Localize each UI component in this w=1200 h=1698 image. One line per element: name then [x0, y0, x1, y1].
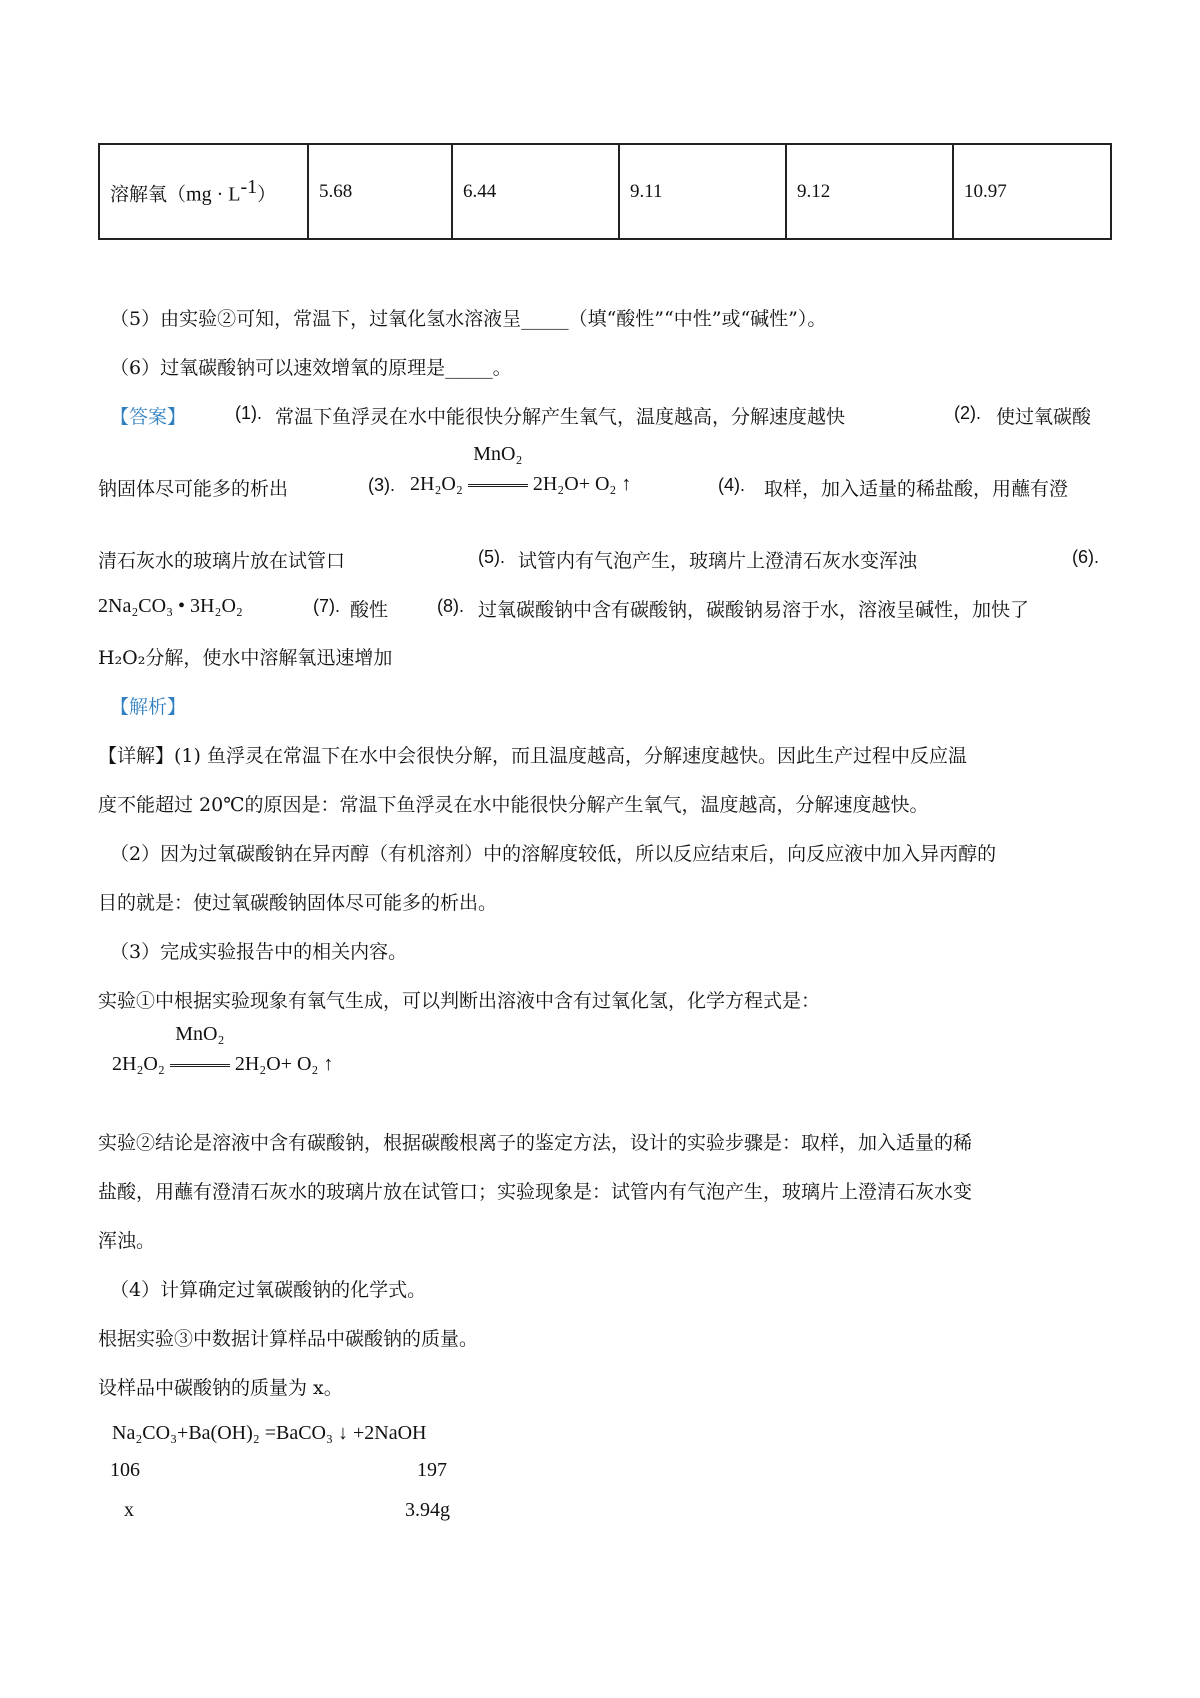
answer-5-num: (5).	[478, 547, 505, 567]
label-sup: -1	[240, 176, 258, 199]
table-cell: 9.11	[619, 144, 786, 239]
answer-4-num: (4).	[718, 475, 745, 495]
table-cell: 9.12	[786, 144, 953, 239]
label-text: 溶解氧（	[110, 183, 187, 206]
answer-tag: 【答案】	[110, 406, 187, 428]
eq-catalyst: MnO₂	[473, 443, 523, 465]
answer-2-start: 使过氧碳酸	[996, 406, 1092, 428]
detail-p1a: 【详解】(1) 鱼浮灵在常温下在水中会很快分解，而且温度越高，分解速度越快。因此生产过程中反应温	[98, 745, 967, 767]
answer-7: 酸性	[350, 599, 389, 621]
row-label	[99, 144, 308, 239]
answer-2-num: (2).	[954, 403, 981, 423]
table-cell: 6.44	[452, 144, 619, 239]
calc-reaction: Na₂CO₃+Ba(OH)₂ =BaCO₃ ↓ +2NaOH	[112, 1422, 427, 1444]
answer-6-num: (6).	[1072, 547, 1099, 567]
answer-1-num: (1).	[235, 403, 262, 423]
eq-left: 2H₂O₂	[112, 1053, 165, 1075]
table-cell: 10.97	[953, 144, 1111, 239]
table-cell: 5.68	[308, 144, 452, 239]
detail-p8: 设样品中碳酸钠的质量为 x。	[98, 1377, 343, 1399]
reaction-equation	[112, 1023, 334, 1076]
detail-p4: 实验①中根据实验现象有氧气生成，可以判断出溶液中含有过氧化氢，化学方程式是：	[98, 990, 821, 1012]
calc-x: x	[124, 1499, 134, 1521]
eq-left: 2H₂O₂	[410, 473, 463, 495]
detail-p5b: 盐酸，用蘸有澄清石灰水的玻璃片放在试管口；实验现象是：试管内有气泡产生，玻璃片上澄清石灰水变	[98, 1181, 973, 1203]
answer-8-num: (8).	[437, 596, 464, 616]
detail-p6: （4）计算确定过氧碳酸钠的化学式。	[110, 1279, 427, 1301]
answer-8-start: 过氧碳酸钠中含有碳酸钠，碳酸钠易溶于水，溶液呈碱性，加快了	[478, 599, 1030, 621]
answer-3-equation	[410, 443, 632, 496]
answer-1: 常温下鱼浮灵在水中能很快分解产生氧气，温度越高，分解速度越快	[275, 406, 846, 428]
label-end: ）	[257, 183, 277, 206]
detail-p5a: 实验②结论是溶液中含有碳酸钠，根据碳酸根离子的鉴定方法，设计的实验步骤是：取样，加入适量的稀	[98, 1132, 973, 1154]
answer-5: 试管内有气泡产生，玻璃片上澄清石灰水变浑浊	[518, 550, 918, 572]
calc-mass-1: 106	[110, 1459, 140, 1481]
eq-catalyst: MnO₂	[175, 1023, 225, 1045]
table-row	[99, 144, 1111, 239]
eq-right: 2H₂O+ O₂ ↑	[234, 1053, 334, 1075]
eq-right: 2H₂O+ O₂ ↑	[532, 473, 632, 495]
question-5: （5）由实验②可知，常温下，过氧化氢水溶液呈_____（填“酸性”“中性”或“碱性”）。	[110, 308, 827, 330]
answer-6: 2Na₂CO₃ • 3H₂O₂	[98, 595, 243, 617]
calc-mass-2: 197	[417, 1459, 447, 1481]
answer-4-start: 取样，加入适量的稀盐酸，用蘸有澄	[764, 478, 1069, 500]
detail-p2a: （2）因为过氧碳酸钠在异丙醇（有机溶剂）中的溶解度较低，所以反应结束后，向反应液中加入异丙醇的	[110, 843, 997, 865]
answer-3-num: (3).	[368, 475, 395, 495]
detail-p3: （3）完成实验报告中的相关内容。	[110, 941, 408, 963]
detail-p2b: 目的就是：使过氧碳酸钠固体尽可能多的析出。	[98, 892, 498, 914]
detail-p5c: 浑浊。	[98, 1230, 156, 1252]
label-unit: mg · L	[186, 183, 241, 206]
answer-4-end: 清石灰水的玻璃片放在试管口	[98, 550, 346, 572]
calc-g: 3.94g	[405, 1499, 450, 1521]
analysis-tag: 【解析】	[110, 696, 187, 718]
dissolved-oxygen-table	[98, 143, 1112, 240]
question-6: （6）过氧碳酸钠可以速效增氧的原理是_____。	[110, 357, 512, 379]
answer-8-end: H₂O₂分解，使水中溶解氧迅速增加	[98, 647, 393, 669]
detail-p1b: 度不能超过 20℃的原因是：常温下鱼浮灵在水中能很快分解产生氧气，温度越高，分解速度越快。	[98, 794, 929, 816]
detail-p7: 根据实验③中数据计算样品中碳酸钠的质量。	[98, 1328, 479, 1350]
answer-7-num: (7).	[313, 596, 340, 616]
answer-2-end: 钠固体尽可能多的析出	[98, 478, 289, 500]
